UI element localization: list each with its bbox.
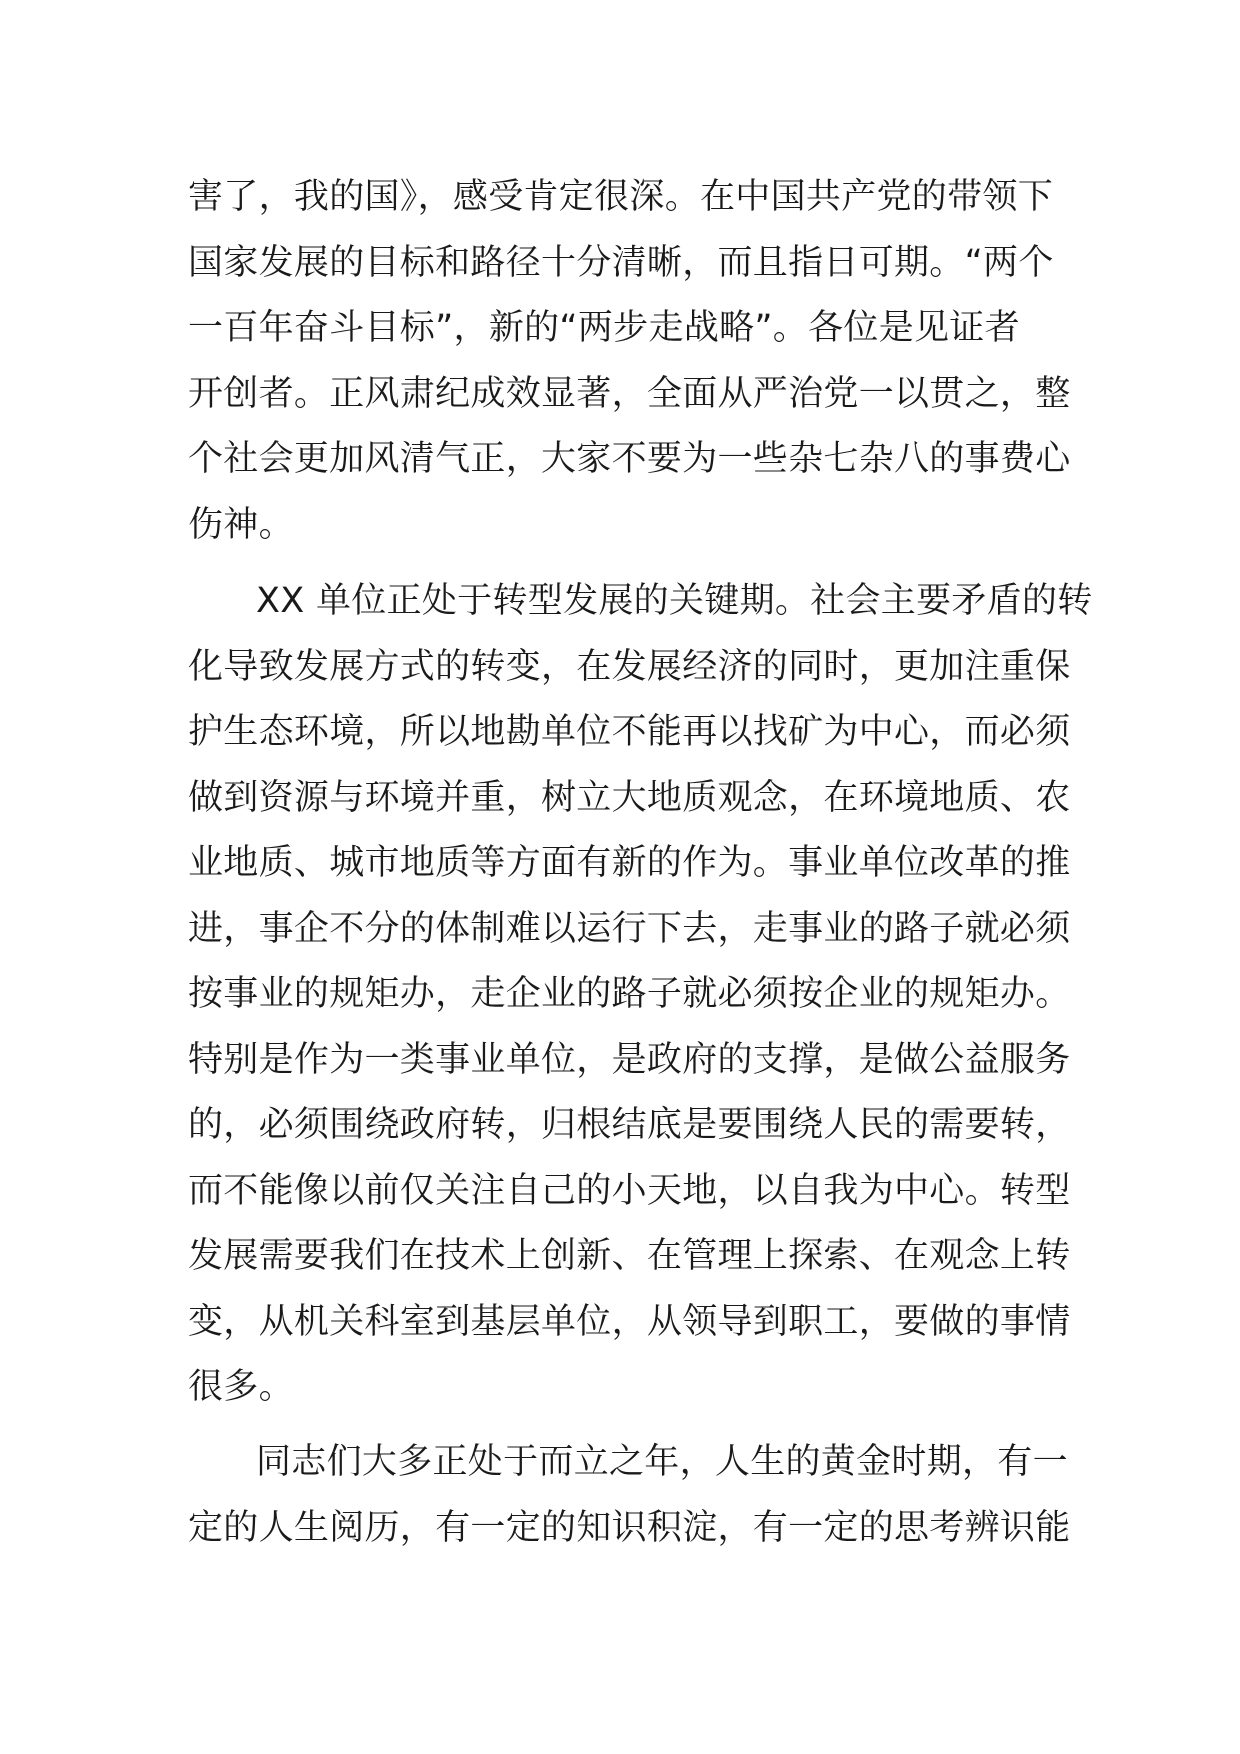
paragraph-3 [188,1430,1071,1561]
paragraph-1 [188,165,1071,558]
paragraph-2 [188,569,1093,1421]
paragraph-line: 业地质、城市地质等方面有新的作为。事业单位改革的推 [188,843,1071,883]
paragraph-line: 害了，我的国》，感受肯定很深。在中国共产党的带领下 [188,177,1054,217]
paragraph-line: 做到资源与环境并重，树立大地质观念，在环境地质、农 [188,777,1071,818]
paragraph-line: 化导致发展方式的转变，在发展经济的同时，更加注重保 [188,646,1071,687]
paragraph-line: 伤神。 [188,504,294,545]
paragraph-line: 的，必须围绕政府转，归根结底是要围绕人民的需要转， [188,1105,1071,1145]
paragraph-line: 按事业的规矩办，走企业的路子就必须按企业的规矩办。 [188,974,1071,1014]
paragraph-line: 护生态环境，所以地勘单位不能再以找矿为中心，而必须 [188,712,1071,752]
paragraph-line: 变，从机关科室到基层单位，从领导到职工，要做的事情 [188,1301,1071,1342]
paragraph-line: 很多。 [188,1367,294,1407]
paragraph-line: 发展需要我们在技术上创新、在管理上探索、在观念上转 [188,1236,1071,1276]
paragraph-line: 国家发展的目标和路径十分清晰，而且指日可期。“两个 [188,242,1054,283]
paragraph-line: 个社会更加风清气正，大家不要为一些杂七杂八的事费心 [188,439,1071,479]
paragraph-line: 一百年奋斗目标”，新的“两步走战略”。各位是见证者 [188,308,1020,348]
paragraph-line: 特别是作为一类事业单位，是政府的支撑，是做公益服务 [188,1039,1071,1080]
paragraph-line: XX 单位正处于转型发展的关键期。社会主要矛盾的转 [256,581,1093,621]
paragraph-line: 同志们大多正处于而立之年，人生的黄金时期，有一 [256,1442,1068,1482]
paragraph-line: 而不能像以前仅关注自己的小天地，以自我为中心。转型 [188,1170,1071,1211]
paragraph-line: 开创者。正风肃纪成效显著，全面从严治党一以贯之，整 [188,373,1071,414]
paragraph-line: 定的人生阅历，有一定的知识积淀，有一定的思考辨识能 [188,1507,1071,1548]
paragraph-line: 进，事企不分的体制难以运行下去，走事业的路子就必须 [188,908,1071,949]
